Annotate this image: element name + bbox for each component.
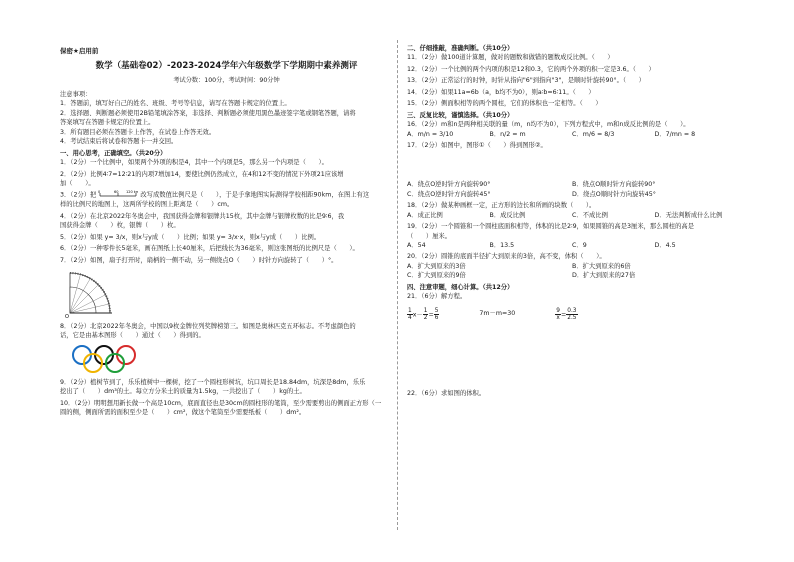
question-14: 14．（2分）如果11a=6b（a，b均不为0），则a∶b=6∶11。（ ） [407, 88, 595, 96]
equation-row [407, 308, 737, 321]
question-9: 9．（2分）植树节到了，乐乐植树中一棵树，挖了一个圆柱形树坑，坑口周长是18.84dm，坑深是8dm，乐乐 [60, 378, 366, 386]
confidential-label: 保密★启用前 [60, 47, 99, 55]
left-column [60, 42, 393, 418]
question-6: 6．（2分）一种零件长5毫米，画在图纸上长40厘米，后把线长为36毫米，则这张图纸的比例尺是（ ）。 [60, 245, 359, 253]
question-21: 21．（6分）解方程。 [407, 293, 467, 301]
option-b: B．扩大到原来的6倍 [572, 262, 631, 270]
section3-heading: 三、反复比较，谨慎选择。（共10分） [407, 111, 514, 119]
option-a: A．m/n = 3/10 [407, 130, 454, 138]
note-item: 2．选择题、判断题必须使用2B铅笔填涂答案，非选择、判断题必须使用黑色墨迹签字笔或钢笔答题，请将 [60, 109, 356, 117]
question-17-options-row1 [407, 180, 737, 189]
question-15: 15．（2分）侧面积相等的两个圆柱，它们的体积也一定相等。（ ） [407, 100, 602, 108]
fan-point-label: O [65, 313, 69, 319]
question-2-cont: 加（ ）。 [60, 179, 95, 187]
question-22: 22．（6分）求如图的体积。 [407, 389, 486, 397]
right-column [407, 42, 737, 398]
question-19: 19．（2分）一个圆锥和一个圆柱底面积相等，体积的比是2∶9，如果圆锥的高是3厘米，那么圆柱的高是 [407, 223, 694, 231]
option-b: B．绕点O顺时针方向旋转90° [572, 181, 656, 189]
equation-3: $\frac{9}{x}$ = $\frac{0.3}{2.5}$ [556, 307, 577, 321]
option-b: B．13.5 [489, 242, 515, 249]
question-20: 20．（2分）圆锥的底面半径扩大到原来的3倍，高不变，体积（ ）。 [407, 253, 606, 261]
option-c: C．9 [572, 242, 587, 249]
option-c: C．扩大到原来的9倍 [407, 272, 466, 280]
question-8-cont: 话，它是由基本图形（ ）通过（ ）得到的。 [60, 332, 205, 340]
option-a: A．成正比例 [407, 211, 443, 219]
question-3: 3．（2分）把 0 60 120 km 改写成数值比例尺是（ ），于是手拿地图实际测得学校相距90km，在图上有这 [60, 190, 370, 199]
question-7: 7．（2分）如图，扇子打开时，扇柄的一侧不动，另一侧绕点O（ ）时针方向旋转了（ ）°。 [60, 256, 338, 264]
question-5: 5．（2分）如果 y= 3/x，则x与y成（ ）比例；如果 y= 3/x·x，则x与y成（ ）比例。 [60, 233, 321, 241]
option-d: D．绕点O顺时针方向旋转45° [572, 190, 656, 198]
equation-2: 7m－m=30 [479, 310, 516, 318]
option-a: A．扩大到原来的3倍 [407, 262, 466, 270]
option-c: C．m/6 = 8/3 [572, 130, 615, 138]
option-d: D．4.5 [654, 242, 676, 249]
question-19-cont: （ ）厘米。 [407, 232, 452, 240]
note-item: 4．考试结束后将试卷和答题卡一并交回。 [60, 138, 178, 146]
question-11: 11．（2分）做100道计算题，做对的题数和做错的题数成反比例。（ ） [407, 54, 614, 62]
page-title: 数学（基础卷02）-2023-2024学年六年级数学下学期期中素养测评 [95, 61, 358, 71]
question-12: 12．（2分）一个比例的两个内项的积是12和0.3，它的两个外项的积一定是3.6。（ ） [407, 65, 655, 73]
option-c: C．不成比例 [572, 211, 608, 219]
option-d: D．扩大到原来的27倍 [572, 272, 636, 280]
scale-tick-label: 60 [114, 190, 119, 195]
scale-tick-label: 120 km [126, 190, 139, 195]
option-b: B．成反比例 [489, 211, 526, 219]
option-a: A．绕点O逆时针方向旋转90° [407, 181, 491, 189]
question-16: 16．（2分）m和n是两种相关联的量（m，n均不为0），下列方程式中，m和n成反比例的是（ ）。 [407, 121, 690, 129]
folding-fan-figure [60, 267, 130, 319]
question-16-options [407, 130, 737, 139]
exam-info: 考试分数：100分，考试时间：90分钟 [173, 76, 280, 84]
question-19-options [407, 241, 737, 250]
question-17-figure-area [407, 150, 737, 180]
question-10-cont: 圆的侧，侧面所需的面积至少是（ ）cm²，做这个笔筒至少需要纸板（ ）dm²。 [60, 409, 306, 417]
option-b: B．n/2 = m [489, 130, 526, 138]
question-2: 2．（2分）比例4∶7=12∶21的内项7增加14，要使比例仍然成立，在4和12不变的情况下外项21应该增 [60, 170, 344, 178]
note-item: 3．所有题目必须在答题卡上作答，在试卷上作答无效。 [60, 128, 216, 136]
olympic-rings-icon [70, 344, 140, 374]
scale-bar-icon [98, 190, 138, 199]
question-20-options-row2 [407, 271, 737, 280]
question-17-options-row2 [407, 190, 737, 199]
question-4: 4．（2分）在北京2022年冬奥会中，我国获得金牌和银牌共15枚，其中金牌与银牌枚数的比是9∶6，我 [60, 212, 345, 220]
note-item: 答案填写在答题卡规定的位置上。 [60, 119, 155, 127]
question-9-cont: 挖出了（ ）dm³的土。每立方分米土的质量为1.5kg，一共挖出了（ ）kg的土。 [60, 388, 306, 396]
question-8: 8．（2分）北京2022年冬奥会，中国以9枚金牌位列奖牌榜第三。如图是奥林匹克五环标志。不考虑颜色的 [60, 322, 356, 330]
option-d: D．无法判断成什么比例 [654, 211, 723, 219]
question-20-options-row1 [407, 262, 737, 271]
option-c: C．绕点O逆时针方向旋转45° [407, 190, 491, 198]
question-18-options [407, 211, 737, 220]
option-a: A．54 [407, 242, 426, 249]
option-d: D．7/mn = 8 [654, 130, 696, 138]
section2-heading: 二、仔细推敲，准确判断。（共10分） [407, 45, 514, 52]
equation-1: $\frac{1}{4}$ x－ $\frac{1}{2}$ = $\frac{5}{6}$ [408, 307, 439, 321]
column-divider [397, 40, 398, 530]
question-1: 1．（2分）一个比例中，如果两个外项的积是4，其中一个内项是5，那么另一个内项是（ ）。 [60, 159, 328, 167]
question-17: 17．（2分）如图中，图形①（ ）得到图形②。 [407, 141, 547, 149]
question-4-cont: 国获得金牌（ ）枚，银牌（ ）枚。 [60, 222, 180, 230]
scale-tick-label: 0 [98, 190, 101, 195]
question-13: 13．（2分）正常运行的时钟，时针从指向"6"到指向"3"，是顺时针旋转90°。（ ） [407, 77, 645, 85]
section4-heading: 四、注意审题，细心计算。（共12分） [407, 283, 514, 291]
question-10: 10．（2分）明明想用新长做一个高是10cm，底面直径也是30cm的圆柱形的笔筒，至少需要剪出的侧面正方形（一 [60, 399, 382, 407]
question-18: 18．（2分）做某种画框一定，正方形的边长和所画的块数（ ）。 [407, 202, 596, 210]
section1-heading: 一、用心思考，正确填空。（共20分） [60, 149, 167, 157]
note-item: 1．答题前，填写好自己的姓名、班级、考号等信息，请写在答题卡规定的位置上。 [60, 100, 291, 108]
notes-heading: 注意事项： [60, 91, 92, 99]
question-3-cont: 样的比例尺的地图上，这两所学校的图上距离是（ ）cm。 [60, 201, 234, 209]
